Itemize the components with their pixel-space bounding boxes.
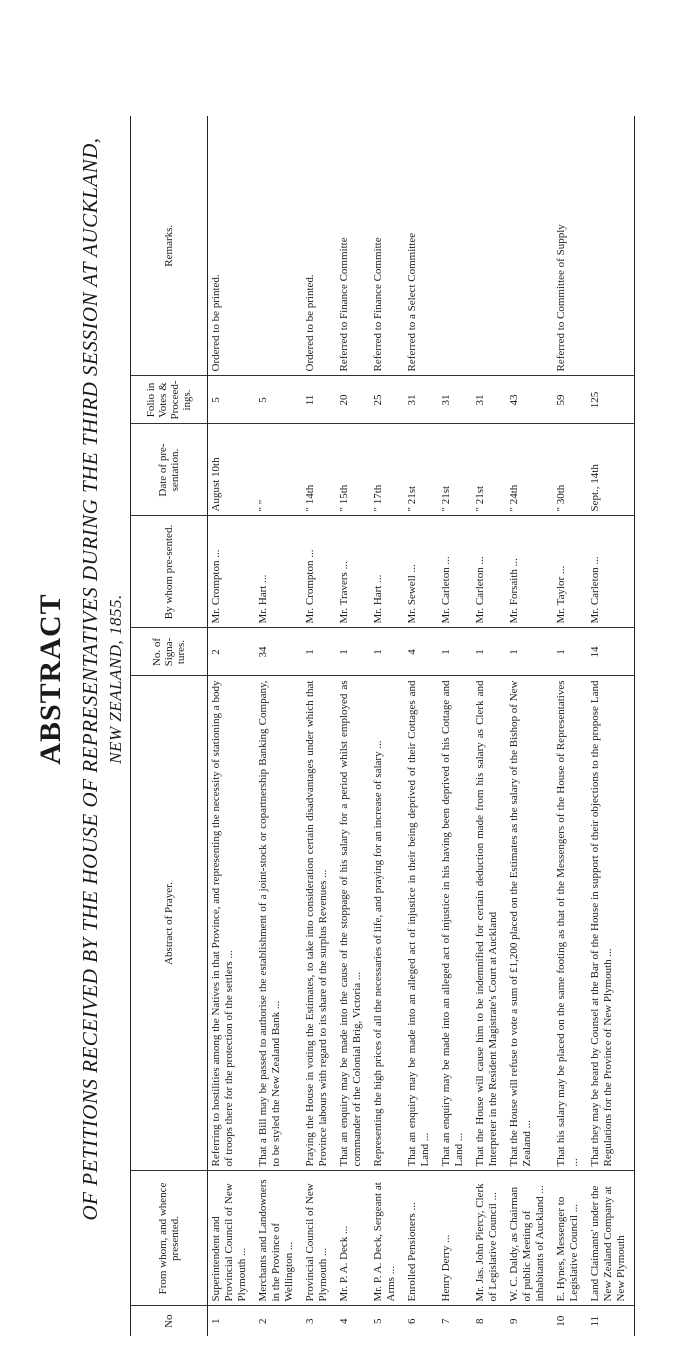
cell-signatures: 1 — [506, 628, 553, 676]
cell-signatures: 34 — [255, 628, 302, 676]
table-row — [438, 116, 472, 1336]
cell-signatures: 1 — [370, 628, 404, 676]
table-row — [208, 116, 256, 1336]
cell-date: " 21st — [404, 424, 438, 516]
cell-prayer: Referring to hostilities among the Natives in that Province, and representing the necessity of stationing a body of troops there for the protection of the settlers ... — [208, 676, 256, 1171]
cell-no: 1 — [210, 1318, 222, 1324]
document-subtitle-continued: NEW ZEALAND, 1855. — [106, 594, 125, 764]
cell-from: Land Claimants' under the New Zealand Company at New Plymouth — [587, 1171, 635, 1306]
cell-folio: 31 — [404, 376, 438, 424]
cell-folio: 5 — [255, 376, 302, 424]
cell-prayer: Praying the House in voting the Estimates, to take into consideration certain disadvantages under which that Province labours with regard to its share of the surplus Revenues ... — [302, 676, 336, 1171]
cell-from: Merchants and Landowners in the Province of Wellington ... — [255, 1171, 302, 1306]
cell-from: Superintendent and Provincial Council of New Plymouth ... — [208, 1171, 256, 1306]
cell-no: 11 — [587, 1306, 635, 1336]
header-date: Date of pre-sentation. — [131, 424, 208, 516]
cell-date: " 30th — [553, 424, 587, 516]
document-subtitle: OF PETITIONS RECEIVED BY THE HOUSE OF REPRESENTATIVES DURING THE THIRD SESSION AT AUCKLAND, — [78, 137, 102, 1221]
header-from: From whom, and whence presented. — [131, 1171, 208, 1306]
cell-by-whom: Mr. Travers ... — [336, 516, 370, 628]
cell-by-whom: Mr. Hart ... — [370, 516, 404, 628]
cell-prayer: That an enquiry may be made into an alleged act of injustice in their being deprived of their Cottages and Land ... — [404, 676, 438, 1171]
header-folio: Folio in Votes & Proceed-ings. — [131, 376, 208, 424]
cell-signatures: 1 — [302, 628, 336, 676]
cell-remarks: Ordered to be printed. — [208, 116, 256, 376]
cell-prayer: Representing the high prices of all the necessaries of life, and praying for an increase of salary ... — [370, 676, 404, 1171]
cell-no: 5 — [372, 1318, 384, 1324]
cell-by-whom: Mr. Forsaith ... — [506, 516, 553, 628]
cell-folio: 11 — [302, 376, 336, 424]
cell-by-whom: Mr. Crompton ... — [208, 516, 256, 628]
cell-prayer: That the House will cause him to be indemnified for certain deduction made from his salary as Clerk and Interpreter in the Resident Magistrate's Court at Auckland — [472, 676, 506, 1171]
petitions-table-container — [130, 116, 635, 1336]
cell-date: August 10th — [208, 424, 256, 516]
cell-no: 7 — [440, 1318, 452, 1324]
cell-folio: 20 — [336, 376, 370, 424]
cell-by-whom: Mr. Carleton ... — [438, 516, 472, 628]
cell-from: Provincial Council of New Plymouth ... — [302, 1171, 336, 1306]
cell-date: " " — [255, 424, 302, 516]
cell-from: Enrolled Pensioners ... — [404, 1171, 438, 1306]
table-row — [302, 116, 336, 1336]
header-signatures: No. of Signa-tures. — [131, 628, 208, 676]
cell-date: " 15th — [336, 424, 370, 516]
table-body — [208, 116, 635, 1336]
cell-by-whom: Mr. Carleton ... — [472, 516, 506, 628]
table-row — [472, 116, 506, 1336]
table-row — [506, 116, 553, 1336]
cell-remarks: Referred to Finance Committe — [370, 116, 404, 376]
cell-prayer: That a Bill may be passed to authorise the establishment of a joint-stock or copartnership Banking Company, to be styled the New Zealand Bank ... — [255, 676, 302, 1171]
header-remarks: Remarks. — [131, 116, 208, 376]
cell-no: 3 — [304, 1318, 316, 1324]
cell-no: 8 — [474, 1318, 486, 1324]
cell-no: 2 — [257, 1318, 269, 1324]
table-row — [336, 116, 370, 1336]
cell-prayer: That they may be heard by Counsel at the Bar of the House in support of their objections to the propose Land Regulations for the Province of New Plymouth ... — [587, 676, 635, 1171]
cell-signatures: 1 — [553, 628, 587, 676]
cell-prayer: That an enquiry may be made into an alleged act of injustice in his having been deprived of his Cottage and Land ... — [438, 676, 472, 1171]
cell-signatures: 1 — [336, 628, 370, 676]
cell-date: " 24th — [506, 424, 553, 516]
cell-remarks — [587, 116, 635, 376]
cell-folio: 25 — [370, 376, 404, 424]
cell-date: Sept., 14th — [587, 424, 635, 516]
header-by-whom: By whom pre-sented. — [131, 516, 208, 628]
cell-remarks — [438, 116, 472, 376]
document-title: ABSTRACT — [34, 593, 67, 765]
cell-remarks — [255, 116, 302, 376]
cell-from: W. C. Daldy, as Chairman of public Meeting of inhabitants of Auckland ... — [506, 1171, 553, 1306]
cell-date: " 21st — [438, 424, 472, 516]
cell-signatures: 14 — [587, 628, 635, 676]
table-row — [255, 116, 302, 1336]
cell-by-whom: Mr. Taylor ... — [553, 516, 587, 628]
table-row — [553, 116, 587, 1336]
cell-folio: 5 — [208, 376, 256, 424]
cell-from: E. Hynes, Messenger to Legislative Council ... — [553, 1171, 587, 1306]
petitions-table — [130, 116, 635, 1336]
cell-from: Mr. P. A. Deck ... — [336, 1171, 370, 1306]
cell-from: Mr. P. A. Deck, Sergeant at Arms ... — [370, 1171, 404, 1306]
cell-remarks — [472, 116, 506, 376]
cell-prayer: That an enquiry may be made into the cause of the stoppage of his salary for a period whilst employed as commander of the Colonial Brig, Victoria ... — [336, 676, 370, 1171]
table-header-row — [131, 116, 208, 1336]
cell-date: " 21st — [472, 424, 506, 516]
table-row — [370, 116, 404, 1336]
cell-folio: 43 — [506, 376, 553, 424]
cell-no: 10 — [555, 1315, 567, 1327]
cell-prayer: That the House will refuse to vote a sum of £1,200 placed on the Estimates as the salary of the Bishop of New Zealand ... — [506, 676, 553, 1171]
cell-date: " 17th — [370, 424, 404, 516]
cell-no: 4 — [338, 1318, 350, 1324]
cell-signatures: 2 — [208, 628, 256, 676]
cell-no: 6 — [406, 1318, 418, 1324]
cell-signatures: 1 — [472, 628, 506, 676]
cell-remarks: Referred to a Select Committee — [404, 116, 438, 376]
table-row — [404, 116, 438, 1336]
cell-folio: 59 — [553, 376, 587, 424]
header-no: No — [131, 1306, 208, 1336]
cell-signatures: 1 — [438, 628, 472, 676]
cell-signatures: 4 — [404, 628, 438, 676]
cell-by-whom: Mr. Hart ... — [255, 516, 302, 628]
cell-remarks: Referred to Committee of Supply — [553, 116, 587, 376]
cell-remarks: Referred to Finance Committe — [336, 116, 370, 376]
cell-from: Henry Derry ... — [438, 1171, 472, 1306]
cell-by-whom: Mr. Crompton ... — [302, 516, 336, 628]
cell-folio: 31 — [472, 376, 506, 424]
cell-by-whom: Mr. Sewell ... — [404, 516, 438, 628]
table-row — [587, 116, 635, 1336]
cell-date: " 14th — [302, 424, 336, 516]
cell-by-whom: Mr. Carleton ... — [587, 516, 635, 628]
cell-folio: 31 — [438, 376, 472, 424]
cell-remarks — [506, 116, 553, 376]
cell-folio: 125 — [587, 376, 635, 424]
cell-remarks: Ordered to be printed. — [302, 116, 336, 376]
cell-from: Mr. Jas. John Piercy, Clerk of Legislative Council ... — [472, 1171, 506, 1306]
header-prayer: Abstract of Prayer. — [131, 676, 208, 1171]
cell-no: 9 — [508, 1318, 520, 1324]
cell-prayer: That his salary may be placed on the same footing as that of the Messengers of the House of Representatives ... — [553, 676, 587, 1171]
